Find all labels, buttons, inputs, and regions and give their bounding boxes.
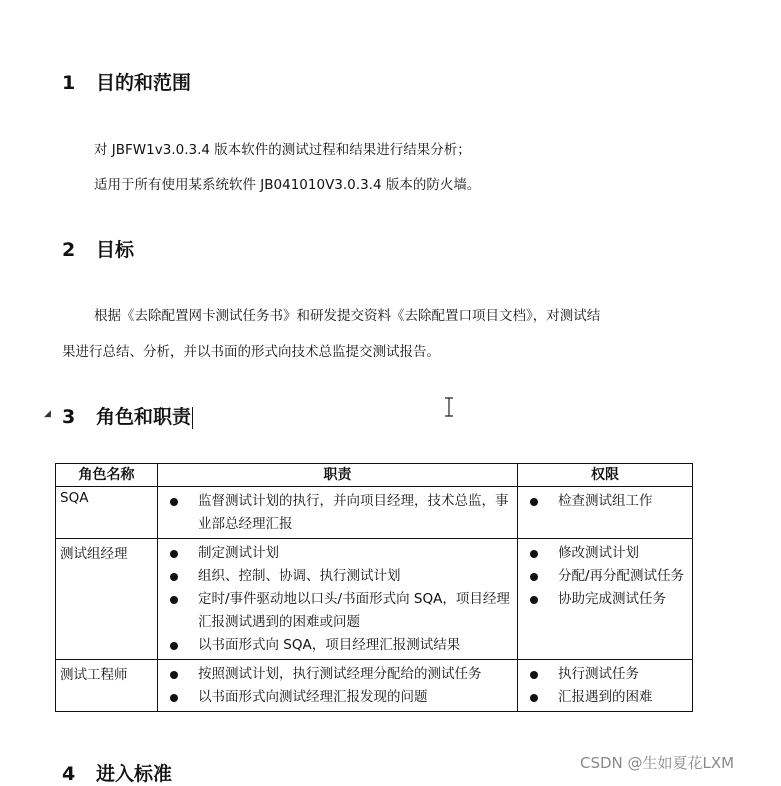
rights-cell	[518, 660, 693, 712]
section-heading-2: 2 目标	[62, 239, 135, 261]
role-cell: 测试组经理	[56, 539, 158, 660]
duties-cell	[158, 539, 518, 660]
table-row	[56, 487, 693, 539]
table-header-cell: 权限	[518, 464, 693, 487]
roles-table	[55, 463, 693, 712]
role-cell: 测试工程师	[56, 660, 158, 712]
list-item: 汇报遇到的困难	[524, 686, 686, 709]
paragraph-line: 果进行总结、分析，并以书面的形式向技术总监提交测试报告。	[62, 344, 440, 360]
rights-cell	[518, 539, 693, 660]
list-item: 监督测试计划的执行，并向项目经理，技术总监，事业部总经理汇报	[164, 490, 511, 536]
list-item: 分配/再分配测试任务	[524, 565, 686, 588]
list-item: 制定测试计划	[164, 542, 511, 565]
ibeam-cursor-icon	[444, 397, 454, 417]
section-heading-4: 4 进入标准	[62, 763, 173, 785]
list-item: 执行测试任务	[524, 663, 686, 686]
table-row	[56, 539, 693, 660]
text-caret	[192, 407, 193, 429]
list-item: 按照测试计划，执行测试经理分配给的测试任务	[164, 663, 511, 686]
list-item: 以书面形式向 SQA，项目经理汇报测试结果	[164, 634, 511, 657]
paragraph-line: 根据《去除配置网卡测试任务书》和研发提交资料《去除配置口项目文档》，对测试结	[94, 308, 601, 324]
section-heading-3: 3 角色和职责	[62, 406, 192, 428]
table-header-cell: 角色名称	[56, 464, 158, 487]
table-header-row	[56, 464, 693, 487]
table-header-cell: 职责	[158, 464, 518, 487]
paragraph-line: 对 JBFW1v3.0.3.4 版本软件的测试过程和结果进行结果分析；	[94, 142, 471, 158]
duties-cell	[158, 660, 518, 712]
list-item: 修改测试计划	[524, 542, 686, 565]
list-item: 以书面形式向测试经理汇报发现的问题	[164, 686, 511, 709]
collapse-triangle-icon[interactable]: ◢	[44, 409, 51, 419]
rights-cell	[518, 487, 693, 539]
list-item: 定时/事件驱动地以口头/书面形式向 SQA，项目经理汇报测试遇到的困难或问题	[164, 588, 511, 634]
list-item: 组织、控制、协调、执行测试计划	[164, 565, 511, 588]
section-heading-1: 1 目的和范围	[62, 72, 192, 94]
watermark: CSDN @生如夏花LXM	[580, 754, 735, 772]
duties-cell	[158, 487, 518, 539]
list-item: 检查测试组工作	[524, 490, 686, 513]
paragraph-line: 适用于所有使用某系统软件 JB041010V3.0.3.4 版本的防火墙。	[94, 177, 481, 193]
role-cell: SQA	[56, 487, 158, 539]
list-item: 协助完成测试任务	[524, 588, 686, 611]
table-row	[56, 660, 693, 712]
